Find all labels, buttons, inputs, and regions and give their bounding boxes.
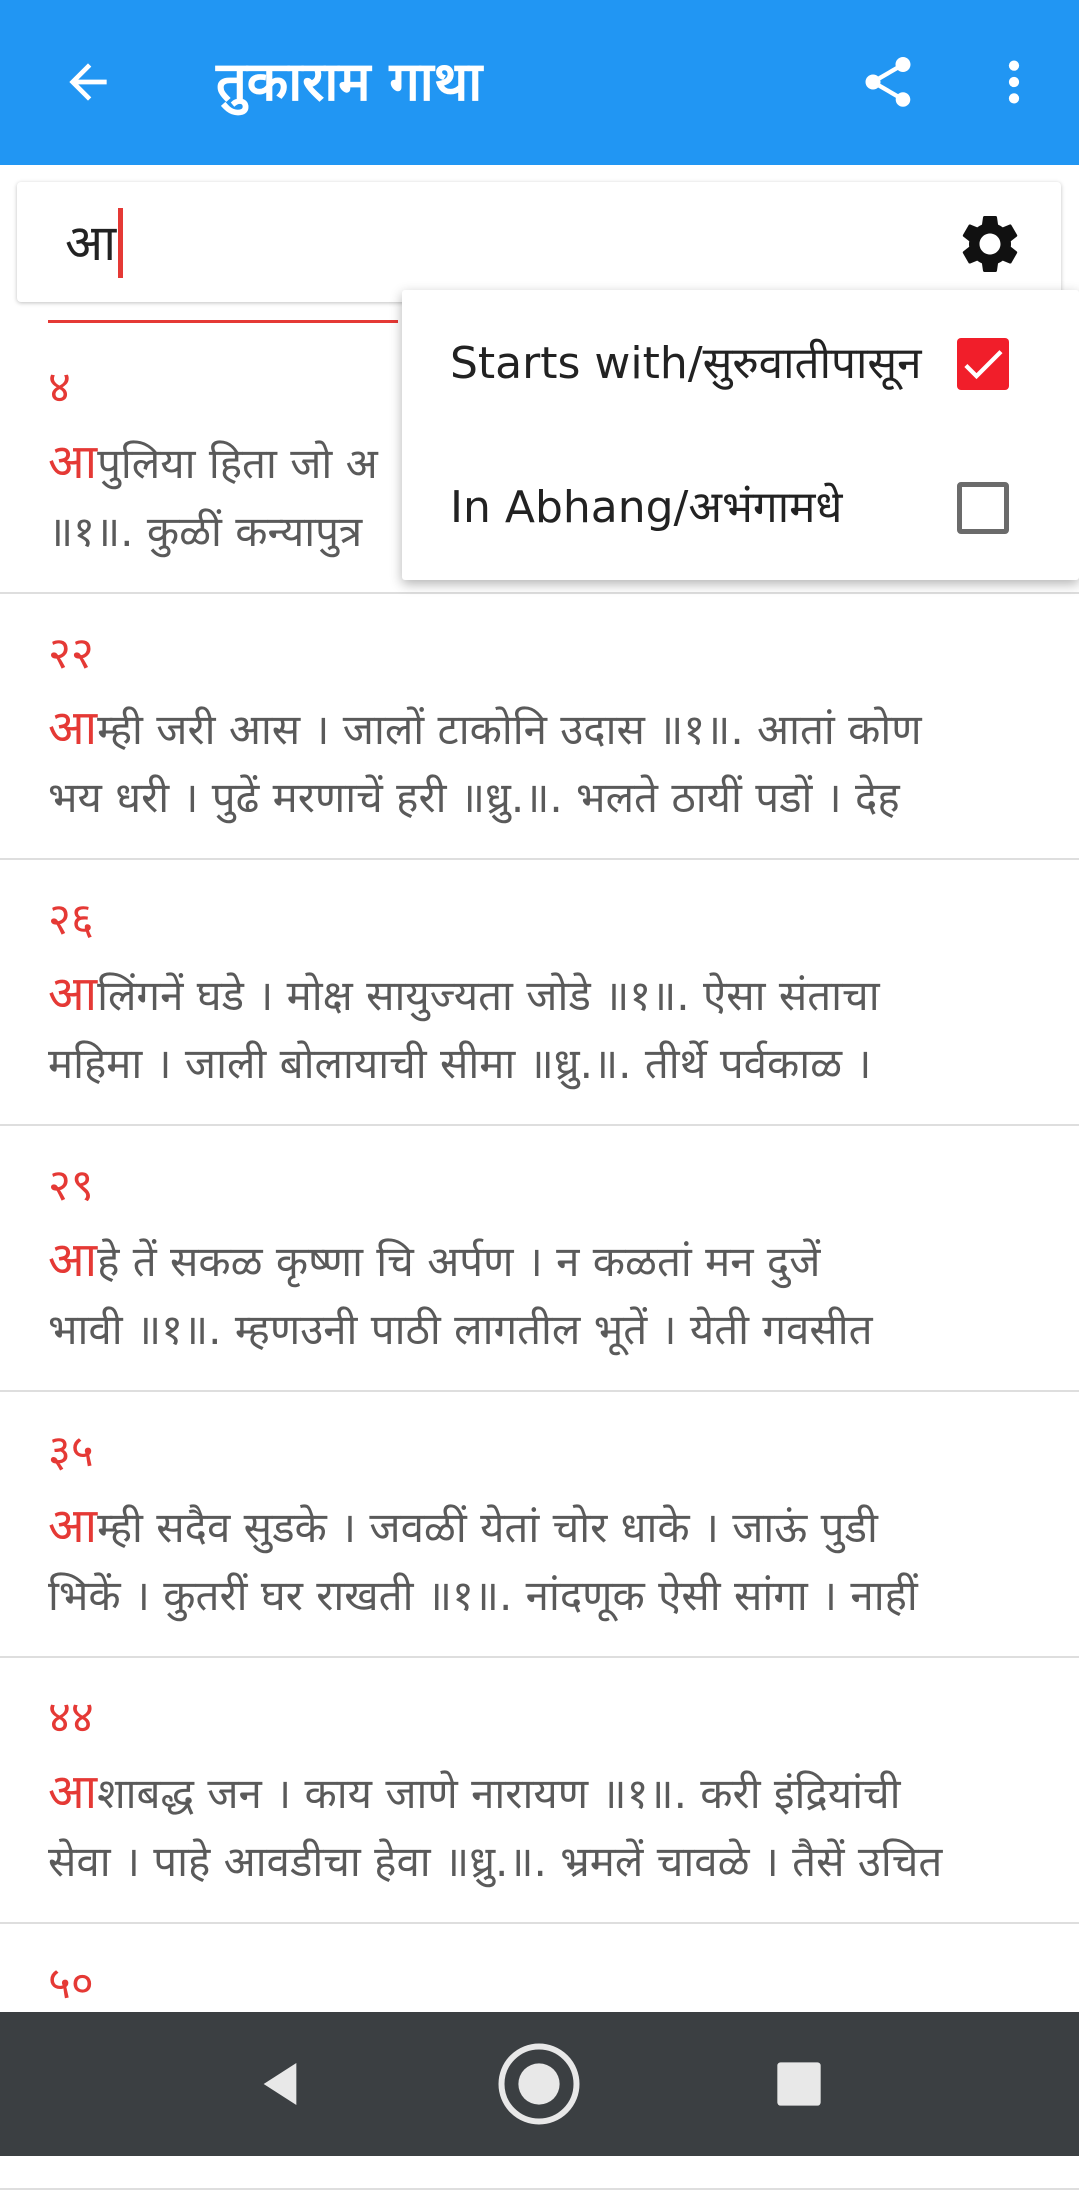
search-underline — [48, 320, 398, 323]
abhang-snippet: आहे तें सकळ कृष्णा चि अर्पण । न कळतां मन दुजें भावी ॥१॥. म्हणउनी पाठी लागतील भूतें । येती गवसीत — [48, 1232, 873, 1354]
back-button[interactable] — [48, 42, 128, 122]
match-highlight: आ — [48, 1764, 98, 1820]
match-highlight: आ — [48, 1232, 98, 1288]
page-title: तुकाराम गाथा — [216, 50, 483, 113]
search-card — [17, 182, 1061, 302]
abhang-number: ३५ — [48, 1426, 94, 1477]
abhang-snippet: आपुलिया हिता जो अ ॥१॥. कुळीं कन्यापुत्र — [48, 434, 378, 556]
abhang-number: २२ — [48, 628, 94, 679]
list-item[interactable] — [0, 1392, 1079, 1658]
nav-recents-button[interactable] — [747, 2032, 851, 2136]
search-options-menu — [402, 290, 1079, 580]
more-options-button[interactable] — [974, 42, 1054, 122]
abhang-number: ४ — [48, 362, 71, 413]
arrow-left-icon — [60, 54, 116, 110]
nav-recents-icon — [773, 2058, 825, 2110]
gear-icon — [955, 209, 1025, 279]
app-bar — [0, 0, 1079, 165]
search-input[interactable] — [65, 208, 123, 278]
abhang-snippet: आम्ही सदैव सुडके । जवळीं येतां चोर धाके । जाऊं पुडी भिकें । कुतरीं घर राखती ॥१॥. नांदणूक ऐसी सांगा । नाहीं — [48, 1498, 918, 1620]
abhang-number: २९ — [48, 1160, 94, 1211]
check-icon — [957, 338, 1009, 390]
nav-back-icon — [252, 2056, 308, 2112]
abhang-number: ५० — [48, 1958, 94, 2009]
share-button[interactable] — [848, 42, 928, 122]
match-highlight: आ — [48, 1498, 98, 1554]
abhang-snippet: आम्ही जरी आस । जालों टाकोनि उदास ॥१॥. आतां कोण भय धरी । पुढें मरणाचें हरी ॥ध्रु.॥. भलते ठायीं पडों । देह — [48, 700, 922, 822]
menu-item-in-abhang[interactable]: In Abhang/अभंगामधे — [450, 482, 843, 533]
abhang-snippet: आशाबद्ध जन । काय जाणे नारायण ॥१॥. करी इंद्रियांची सेवा । पाहे आवडीचा हेवा ॥ध्रु.॥. भ्रमलें चावळे । तैसें उचित — [48, 1764, 943, 1886]
abhang-snippet: आलिंगनें घडे । मोक्ष सायुज्यता जोडे ॥१॥. ऐसा संताचा महिमा । जाली बोलायाची सीमा ॥ध्रु.॥. तीर्थे पर्वकाळ । — [48, 966, 880, 1088]
menu-item-starts-with[interactable]: Starts with/सुरुवातीपासून — [450, 338, 922, 389]
text-cursor — [118, 208, 123, 278]
in-abhang-checkbox[interactable] — [957, 482, 1009, 534]
nav-back-button[interactable] — [228, 2032, 332, 2136]
settings-button[interactable] — [948, 202, 1032, 286]
list-item[interactable] — [0, 594, 1079, 860]
starts-with-checkbox[interactable] — [957, 338, 1009, 390]
list-item[interactable] — [0, 1658, 1079, 1924]
match-highlight: आ — [48, 966, 98, 1022]
more-vert-icon — [986, 54, 1042, 110]
system-nav-bar — [0, 2012, 1079, 2156]
search-query-text: आ — [65, 214, 117, 272]
match-highlight: आ — [48, 434, 98, 490]
list-item[interactable] — [0, 860, 1079, 1126]
results-list — [0, 328, 1079, 2190]
abhang-number: २६ — [48, 894, 94, 945]
nav-home-button[interactable] — [487, 2032, 591, 2136]
nav-home-icon — [494, 2039, 584, 2129]
abhang-number: ४४ — [48, 1692, 94, 1743]
list-item[interactable] — [0, 1126, 1079, 1392]
match-highlight: आ — [48, 700, 98, 756]
share-icon — [858, 52, 918, 112]
